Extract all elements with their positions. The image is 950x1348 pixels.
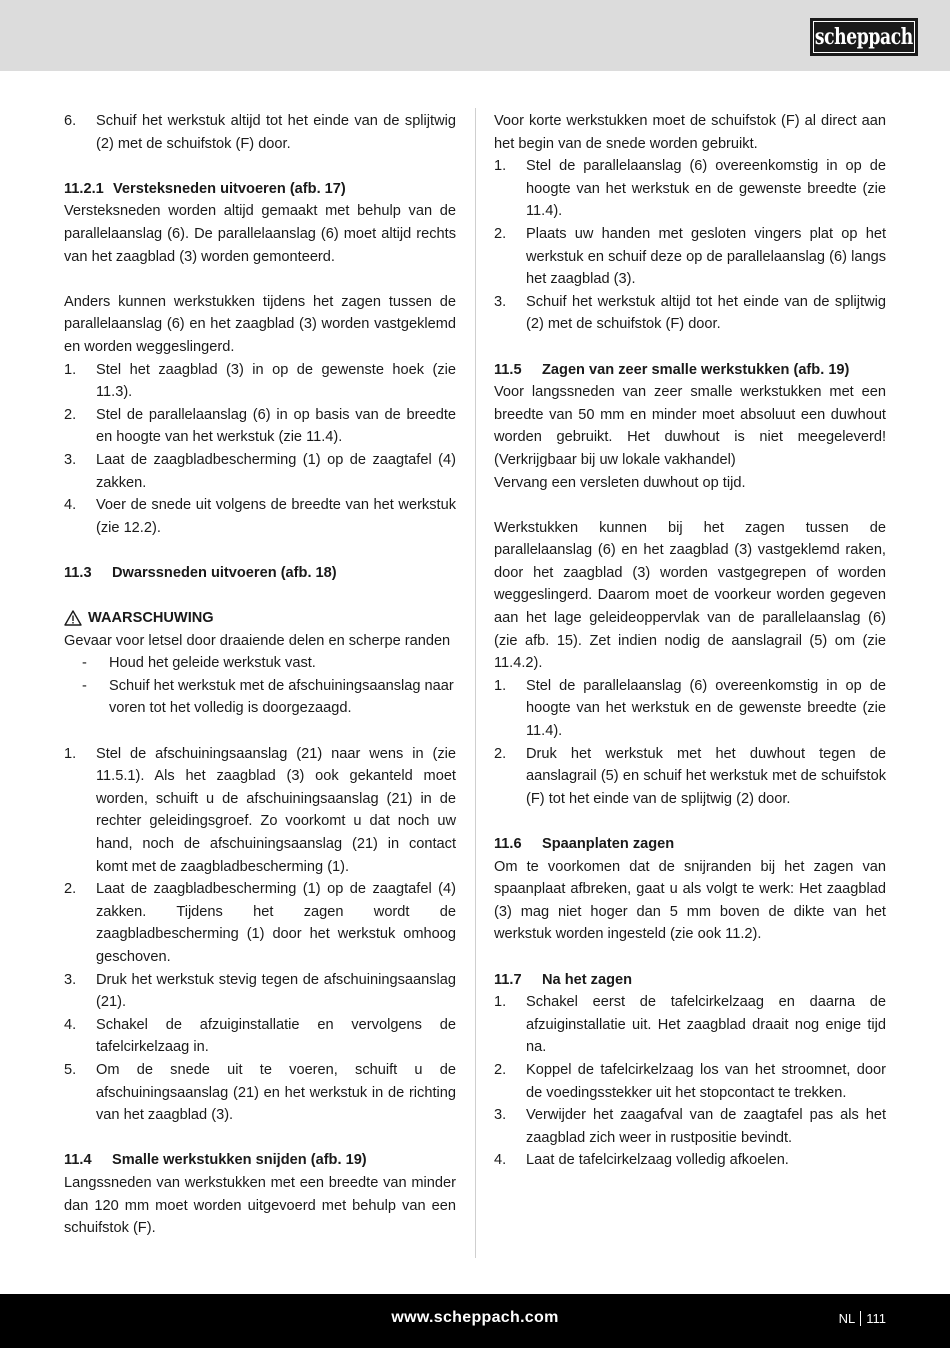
paragraph: Voor korte werkstukken moet de schuifstok (F) al direct aan het begin van de snede worden gebruikt.	[494, 113, 886, 152]
page-number-value: 111	[866, 1311, 886, 1326]
section-heading-11-3: 11.3 Dwarssneden uitvoeren (afb. 18)	[64, 564, 337, 581]
list-item: 4. Laat de tafelcirkelzaag volledig afkoelen.	[494, 1152, 789, 1169]
separator	[860, 1311, 861, 1326]
section-heading-11-4: 11.4 Smalle werkstukken snijden (afb. 19)	[64, 1152, 367, 1169]
paragraph: Anders kunnen werkstukken tijdens het zagen tussen de parallelaanslag (6) en het zaagblad (3) worden vastgeklemd en worden weggeslingerd.	[64, 293, 456, 355]
list-item: - Houd het geleide werkstuk vast.	[82, 655, 316, 672]
section-heading-11-6: 11.6 Spaanplaten zagen	[494, 836, 675, 852]
section-heading-11-7: 11.7 Na het zagen	[494, 971, 633, 988]
list-item: 1. Stel de parallelaanslag (6) overeenkomstig in op de hoogte van het werkstuk en de gewenste breedte (zie 11.4).	[494, 158, 886, 220]
page-number	[839, 1311, 886, 1326]
page-footer	[0, 1294, 950, 1348]
paragraph: Werkstukken kunnen bij het zagen tussen de parallelaanslag (6) en het zaagblad (3) vastgeklemd raken, door het zaagblad (3) worden vastgegrepen of worden weggeslingerd. Daarom moet de voorkeur worden gegeven aan het lage geleideoppervlak van de parallelaanslag (6) (zie afb. 15). Zet indien nodig de aanslagrail (5) om (zie 11.4.2).	[494, 519, 886, 672]
column-divider	[475, 108, 476, 1258]
warning-text: Gevaar voor letsel door draaiende delen en scherpe randen	[64, 632, 451, 649]
numbered-list	[494, 991, 886, 1172]
list-item: 2. Plaats uw handen met gesloten vingers plat op het werkstuk en schuif deze op de parallelaanslag (6) langs het zaagblad (3).	[494, 225, 886, 288]
list-item: 2. Laat de zaagbladbescherming (1) op de zaagtafel (4) zakken. Tijdens het zagen wordt de zaagbladbescherming (1) door het werkstuk omhoog geschoven.	[64, 881, 456, 965]
list-item: 1. Stel de parallelaanslag (6) overeenkomstig in op de hoogte van het werkstuk en de gewenste breedte (zie 11.4).	[494, 677, 886, 740]
list-item: 2. Stel de parallelaanslag (6) in op basis van de breedte en hoogte van het werkstuk (zie 11.4).	[64, 406, 456, 446]
list-item: 4. Schakel de afzuiginstallatie en vervolgens de tafelcirkelzaag in.	[64, 1016, 456, 1056]
list-item: 5. Om de snede uit te voeren, schuift u de afschuiningsaanslag (21) en het werkstuk in de richting van het zaagblad (3).	[64, 1061, 456, 1124]
website-link[interactable]: www.scheppach.com	[391, 1309, 559, 1326]
numbered-list	[494, 675, 886, 811]
right-column	[494, 110, 886, 1172]
numbered-list	[64, 359, 456, 540]
list-item: 2. Druk het werkstuk met het duwhout tegen de aanslagrail (5) en schuif het werkstuk met de schuifstok (F) tot het einde van de splijtwig (2) door.	[494, 745, 886, 807]
scheppach-logo	[810, 18, 918, 56]
list-item: 4. Voer de snede uit volgens de breedte van het werkstuk (zie 12.2).	[64, 497, 456, 536]
logo-text: scheppach	[814, 24, 914, 50]
list-item: 1. Stel de afschuiningsaanslag (21) naar wens in (zie 11.5.1). Als het zaagblad (3) ook gekanteld moet worden, schuift u de afschuiningsaanslag (21) in de rechter geleidingsgroef. Zo voorkomt u dat noch uw hand, noch de afschuiningsaanslag (21) in contact komt met de zaagbladbescherming (1).	[64, 745, 456, 875]
list-item: - Schuif het werkstuk met de afschuiningsaanslag naar voren tot het volledig is doorgezaagd.	[82, 677, 454, 717]
list-item: 3. Schuif het werkstuk altijd tot het einde van de splijtwig (2) met de schuifstok (F) door.	[494, 293, 886, 333]
language-code: NL	[838, 1311, 856, 1326]
warning-list	[64, 652, 456, 720]
section-heading-11-5: 11.5 Zagen van zeer smalle werkstukken (afb. 19)	[494, 361, 850, 378]
numbered-list	[494, 155, 886, 336]
numbered-list	[64, 743, 456, 1127]
paragraph: Vervang een versleten duwhout op tijd.	[494, 474, 746, 491]
list-item: 3. Verwijder het zaagafval van de zaagtafel pas als het zaagblad zich weer in rustpositie bevindt.	[494, 1107, 886, 1146]
warning-heading: WAARSCHUWING	[64, 607, 456, 630]
section-heading-11-2-1: 11.2.1 Versteksneden uitvoeren (afb. 17)	[64, 180, 346, 197]
page-header	[0, 0, 950, 71]
list-item: 6. Schuif het werkstuk altijd tot het einde van de splijtwig (2) met de schuifstok (F) door.	[64, 113, 456, 152]
list-item: 2. Koppel de tafelcirkelzaag los van het stroomnet, door de voedingsstekker uit het stopcontact te trekken.	[494, 1061, 886, 1101]
list-item: 3. Druk het werkstuk stevig tegen de afschuiningsaanslag (21).	[64, 971, 456, 1011]
paragraph: Langssneden van werkstukken met een breedte van minder dan 120 mm moet worden uitgevoerd met behulp van een schuifstok (F).	[64, 1174, 456, 1237]
paragraph: Om te voorkomen dat de snijranden bij het zagen van spaanplaat afbreken, gaat u als volgt te werk: Het zaagblad (3) mag niet hoger dan 5 mm boven de dikte van het werkstuk worden ingesteld (zie ook 11.2).	[494, 858, 886, 943]
warning-triangle-icon	[64, 610, 82, 626]
paragraph: Versteksneden worden altijd gemaakt met behulp van de parallelaanslag (6). De parallelaanslag (6) moet altijd rechts van het zaagblad (3) worden gemonteerd.	[64, 203, 456, 265]
list-item: 1. Schakel eerst de tafelcirkelzaag en daarna de afzuiginstallatie uit. Het zaagblad draait nog enige tijd na.	[494, 994, 886, 1056]
list-item: 3. Laat de zaagbladbescherming (1) op de zaagtafel (4) zakken.	[64, 451, 456, 491]
paragraph: Voor langssneden van zeer smalle werkstukken met een breedte van 50 mm en minder moet absoluut een duwhout worden gebruikt. Het duwhout is niet meegeleverd! (Verkrijgbaar bij uw lokale vakhandel)	[494, 384, 886, 468]
left-column	[64, 110, 456, 1240]
list-item: 1. Stel het zaagblad (3) in op de gewenste hoek (zie 11.3).	[64, 361, 456, 401]
